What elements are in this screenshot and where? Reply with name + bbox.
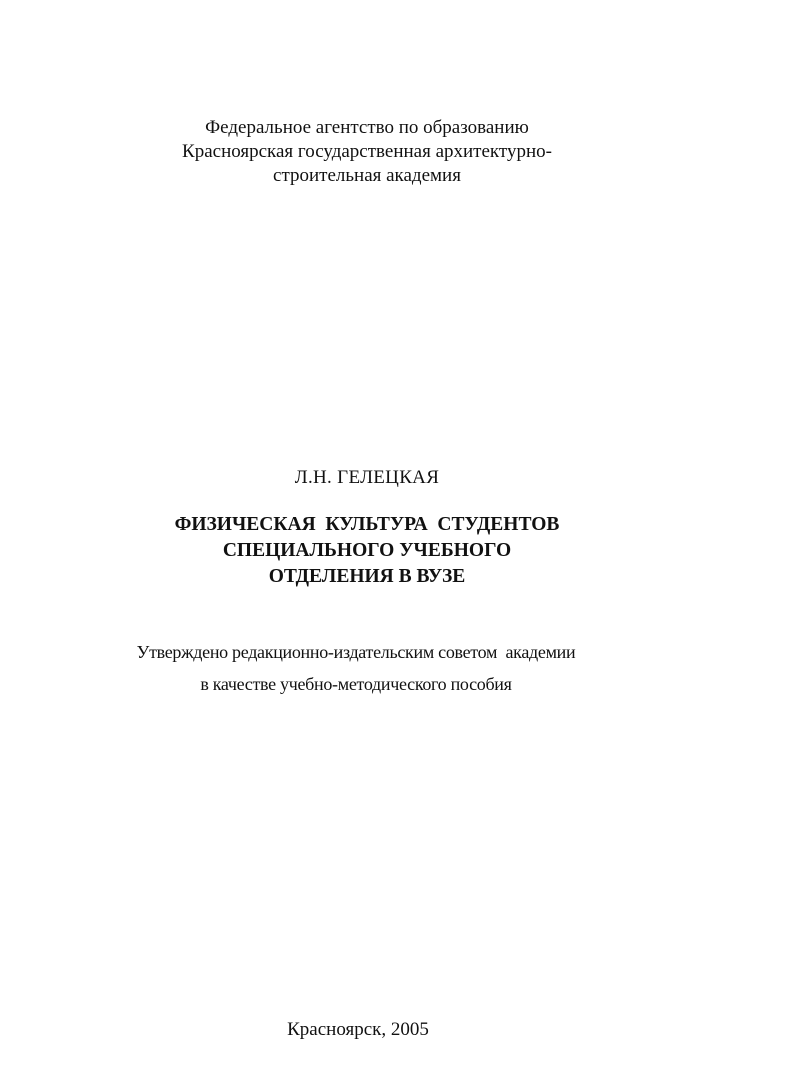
header-university-cont: строительная академия	[273, 165, 461, 186]
title-line-2: СПЕЦИАЛЬНОГО УЧЕБНОГО	[222, 540, 512, 561]
title-line-3: ОТДЕЛЕНИЯ В ВУЗЕ	[268, 566, 466, 587]
author-name: Л.Н. ГЕЛЕЦКАЯ	[294, 467, 440, 488]
imprint-city-year: Красноярск, 2005	[287, 1019, 429, 1040]
approval-note	[0, 636, 712, 700]
book-title	[0, 512, 734, 590]
publisher-header	[0, 116, 734, 188]
header-university: Красноярская государственная архитектурно-	[182, 141, 552, 162]
header-agency: Федеральное агентство по образованию	[205, 117, 529, 138]
approval-line-2: в качестве учебно-методического пособия	[200, 674, 512, 694]
title-line-1: ФИЗИЧЕСКАЯ КУЛЬТУРА СТУДЕНТОВ	[174, 514, 560, 535]
approval-line-1: Утверждено редакционно-издательским советом академии	[136, 642, 576, 662]
